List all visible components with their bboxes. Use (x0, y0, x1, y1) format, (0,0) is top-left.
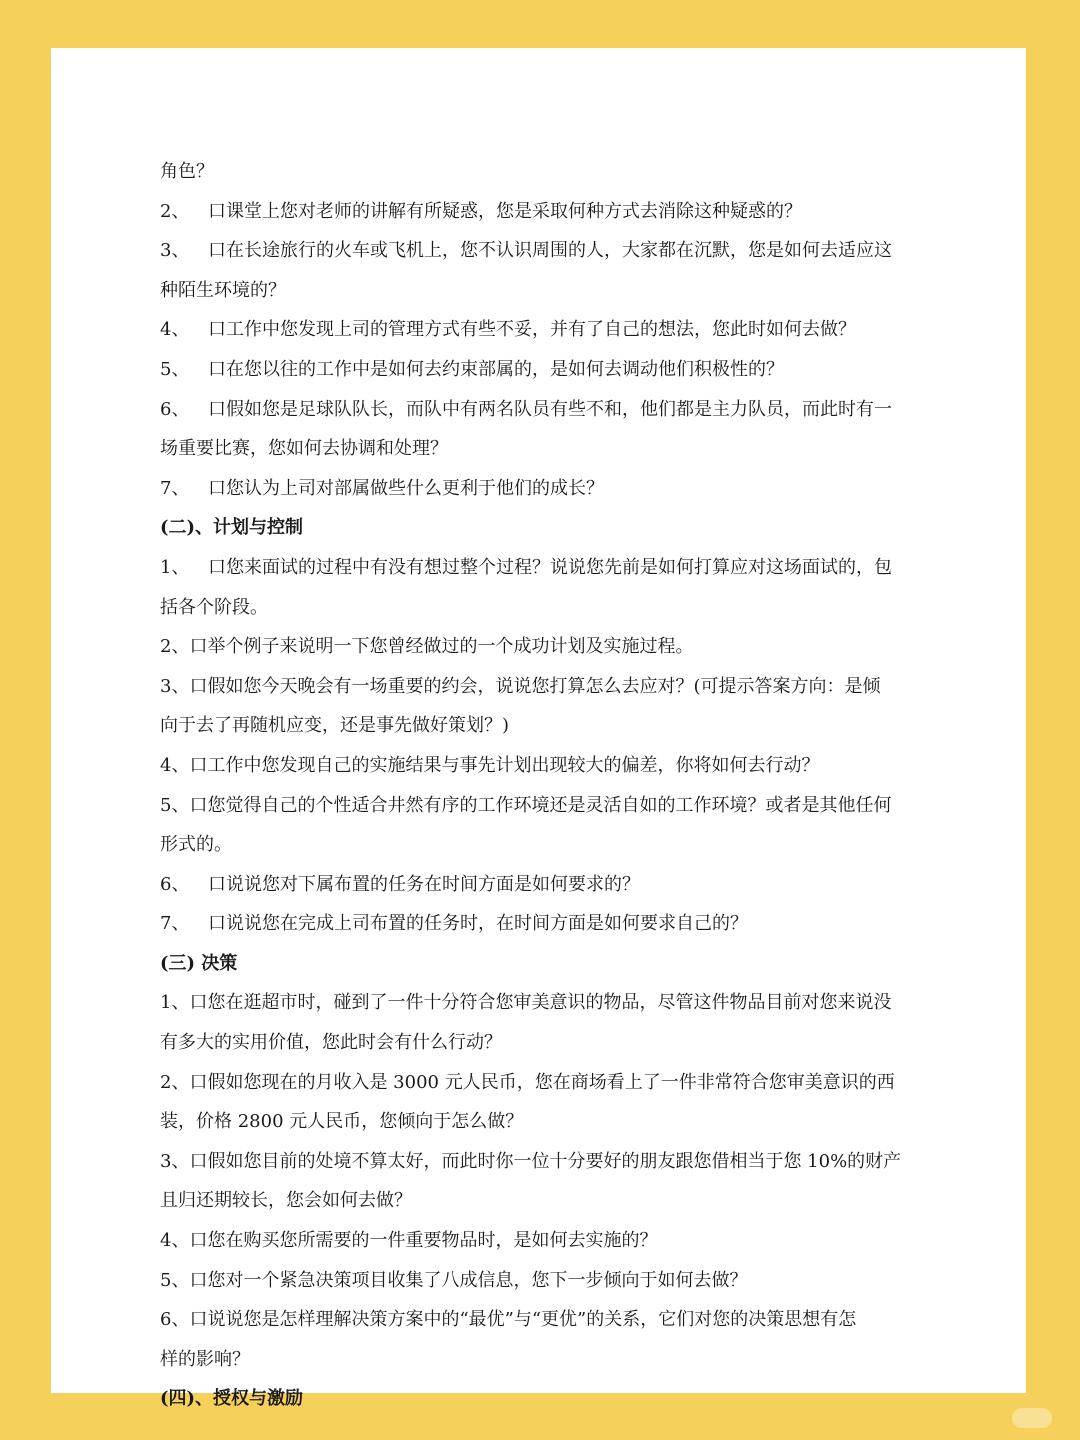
question-number: 6、 (160, 398, 190, 420)
question-item (160, 231, 975, 271)
question-number: 5、 (160, 1269, 190, 1291)
watermark (1012, 1408, 1052, 1428)
question-item (160, 548, 975, 588)
section-heading: (三) 决策 (160, 952, 238, 974)
document-page (51, 48, 1026, 1410)
section-heading: (二)、计划与控制 (160, 517, 304, 539)
question-continuation: 且归还期较长，您会如何去做？ (160, 1190, 412, 1212)
question-item (160, 390, 975, 430)
question-item (160, 310, 975, 350)
question-number: 5、 (160, 794, 190, 816)
question-number: 4、 (160, 319, 190, 341)
question-text: 口假如您现在的月收入是 3000 元人民币，您在商场看上了一件非常符合您审美意识的西 (189, 1071, 895, 1093)
question-text: 口假如您今天晚会有一场重要的约会，说说您打算怎么去应对？(可提示答案方向：是倾 (189, 675, 881, 697)
question-continuation: 种陌生环境的？ (160, 279, 286, 301)
question-number: 4、 (160, 754, 190, 776)
question-continuation: 角色？ (160, 161, 214, 182)
question-item (160, 350, 975, 390)
question-number: 1、 (160, 556, 190, 578)
question-continuation: 形式的。 (160, 834, 232, 856)
question-text: 口举个例子来说明一下您曾经做过的一个成功计划及实施过程。 (189, 636, 694, 658)
question-text: 口在您以往的工作中是如何去约束部属的，是如何去调动他们积极性的？ (208, 358, 784, 380)
question-text: 口您觉得自己的个性适合井然有序的工作环境还是灵活自如的工作环境？或者是其他任何 (189, 794, 892, 816)
question-text: 口您认为上司对部属做些什么更利于他们的成长？ (208, 477, 604, 499)
question-text: 口您在购买您所需要的一件重要物品时，是如何去实施的？ (189, 1230, 658, 1252)
question-text: 口说说您在完成上司布置的任务时，在时间方面是如何要求自己的？ (208, 913, 748, 935)
question-number: 2、 (160, 1071, 190, 1093)
document-content (160, 152, 975, 1419)
question-text: 口课堂上您对老师的讲解有所疑惑，您是采取何种方式去消除这种疑惑的？ (208, 200, 802, 222)
question-number: 7、 (160, 477, 190, 499)
question-number: 2、 (160, 200, 190, 222)
question-continuation: 装，价格 2800 元人民币，您倾向于怎么做？ (160, 1111, 524, 1133)
question-item (160, 1300, 975, 1340)
question-item (160, 1142, 975, 1182)
question-item (160, 627, 975, 667)
question-text: 口假如您目前的处境不算太好，而此时你一位十分要好的朋友跟您借相当于您 10%的财产 (189, 1150, 902, 1172)
question-text: 口在长途旅行的火车或飞机上，您不认识周围的人，大家都在沉默，您是如何去适应这 (208, 240, 892, 262)
question-number: 2、 (160, 636, 190, 658)
question-number: 6、 (160, 873, 190, 895)
question-item (160, 1063, 975, 1103)
question-number: 3、 (160, 1150, 190, 1172)
question-text: 口您在逛超市时，碰到了一件十分符合您审美意识的物品，尽管这件物品目前对您来说没 (189, 992, 892, 1014)
question-number: 7、 (160, 913, 190, 935)
section-heading: (四)、授权与激励 (160, 1388, 304, 1410)
question-item (160, 983, 975, 1023)
question-number: 3、 (160, 675, 190, 697)
question-item (160, 192, 975, 232)
question-item (160, 786, 975, 826)
question-continuation: 样的影响？ (160, 1348, 250, 1370)
question-number: 6、 (160, 1309, 190, 1331)
question-text: 口工作中您发现上司的管理方式有些不妥，并有了自己的想法，您此时如何去做？ (208, 319, 856, 341)
question-text: 口您来面试的过程中有没有想过整个过程？说说您先前是如何打算应对这场面试的，包 (208, 556, 892, 578)
question-continuation: 向于去了再随机应变，还是事先做好策划？) (160, 715, 510, 737)
question-item (160, 1221, 975, 1261)
question-text: 口说说您是怎样理解决策方案中的“最优”与“更优”的关系，它们对您的决策思想有怎 (189, 1309, 857, 1331)
question-text: 口假如您是足球队队长，而队中有两名队员有些不和，他们都是主力队员，而此时有一 (208, 398, 892, 420)
question-item (160, 746, 975, 786)
question-number: 1、 (160, 992, 190, 1014)
question-text: 口说说您对下属布置的任务在时间方面是如何要求的？ (208, 873, 640, 895)
question-continuation: 括各个阶段。 (160, 596, 268, 618)
question-item (160, 904, 975, 944)
question-text: 口工作中您发现自己的实施结果与事先计划出现较大的偏差，你将如何去行动？ (189, 754, 820, 776)
question-number: 4、 (160, 1230, 190, 1252)
question-item (160, 1261, 975, 1301)
question-text: 口您对一个紧急决策项目收集了八成信息，您下一步倾向于如何去做？ (189, 1269, 748, 1291)
question-continuation: 有多大的实用价值，您此时会有什么行动？ (160, 1032, 502, 1054)
question-continuation: 场重要比赛，您如何去协调和处理？ (160, 438, 448, 460)
question-item (160, 667, 975, 707)
question-item (160, 865, 975, 905)
question-item (160, 469, 975, 509)
question-number: 5、 (160, 358, 190, 380)
question-number: 3、 (160, 240, 190, 262)
